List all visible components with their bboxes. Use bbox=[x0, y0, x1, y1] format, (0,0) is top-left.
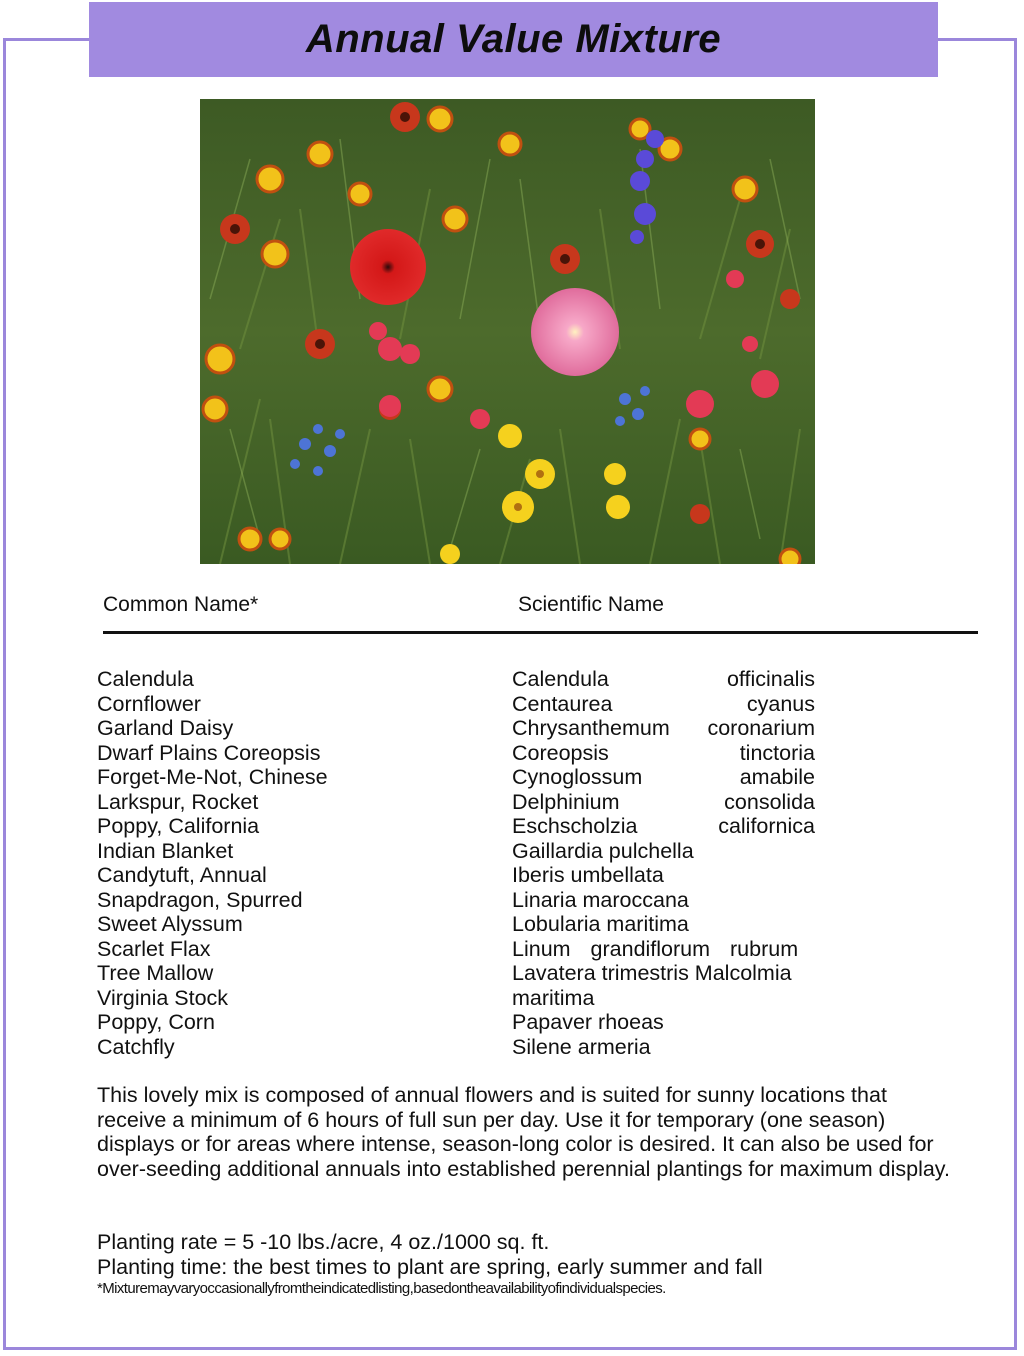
wildflower-photo bbox=[200, 99, 815, 564]
list-item: Cornflower bbox=[97, 691, 201, 716]
list-item: Forget-Me-Not, Chinese bbox=[97, 765, 328, 789]
list-item: Dwarf Plains Coreopsis bbox=[97, 740, 321, 765]
list-item: Larkspur, Rocket bbox=[97, 789, 259, 814]
species-text: coronarium bbox=[707, 716, 815, 740]
species-text: californica bbox=[718, 814, 815, 838]
list-item bbox=[512, 741, 815, 766]
list-item: Linum grandiflorum rubrum bbox=[512, 936, 799, 961]
genus-text: Cynoglossum bbox=[512, 765, 643, 789]
list-item: Silene armeria bbox=[512, 1034, 651, 1059]
list-item bbox=[512, 716, 815, 741]
genus-text: Calendula bbox=[512, 667, 609, 691]
list-item: Garland Daisy bbox=[97, 716, 234, 740]
common-name-list bbox=[97, 667, 497, 1059]
genus-text: Eschscholzia bbox=[512, 814, 638, 838]
list-item: Indian Blanket bbox=[97, 838, 234, 863]
list-item: Snapdragon, Spurred bbox=[97, 887, 303, 912]
scientific-name-list bbox=[512, 667, 815, 1059]
list-item bbox=[512, 765, 815, 790]
page-title: Annual Value Mixture bbox=[305, 17, 722, 61]
species-text: consolida bbox=[724, 789, 815, 814]
list-item: Gaillardia pulchella bbox=[512, 838, 694, 863]
planting-rate: Planting rate = 5 -10 lbs./acre, 4 oz./1000 sq. ft. bbox=[97, 1230, 550, 1254]
species-text: amabile bbox=[739, 765, 815, 789]
list-item: Virginia Stock bbox=[97, 985, 229, 1010]
species-text: tinctoria bbox=[739, 740, 815, 765]
mixture-description: This lovely mix is composed of annual flowers and is suited for sunny locations that receive a minimum of 6 hours of full sun per day. Use it for temporary (one season) displays or for areas where intense, season-long color is desired. It can also be used for over-seeding additional annuals into established perennial plantings for maximum display. bbox=[97, 1083, 950, 1181]
header-divider bbox=[103, 631, 978, 634]
genus-text: Centaurea bbox=[512, 691, 613, 716]
list-item: Lavatera trimestris Malcolmia bbox=[512, 961, 792, 985]
planting-time: Planting time: the best times to plant are spring, early summer and fall bbox=[97, 1255, 763, 1279]
list-item bbox=[512, 692, 815, 717]
species-text: cyanus bbox=[746, 691, 815, 716]
title-banner bbox=[89, 2, 938, 77]
species-text: officinalis bbox=[726, 667, 815, 691]
list-item: Scarlet Flax bbox=[97, 936, 211, 961]
list-item: Lobularia maritima bbox=[512, 912, 689, 936]
list-item: Catchfly bbox=[97, 1034, 175, 1059]
list-item: Poppy, California bbox=[97, 814, 260, 838]
column-header-common-name: Common Name* bbox=[103, 593, 259, 616]
genus-text: Chrysanthemum bbox=[512, 716, 670, 740]
list-item bbox=[512, 790, 815, 815]
list-item: maritima bbox=[512, 985, 595, 1010]
genus-text: Coreopsis bbox=[512, 740, 609, 765]
list-item: Sweet Alyssum bbox=[97, 912, 243, 936]
list-item: Calendula bbox=[97, 667, 194, 691]
list-item bbox=[512, 667, 815, 692]
list-item: Iberis umbellata bbox=[512, 863, 664, 887]
list-item: Candytuft, Annual bbox=[97, 863, 267, 887]
column-header-scientific-name: Scientific Name bbox=[518, 593, 664, 616]
list-item: Poppy, Corn bbox=[97, 1010, 215, 1034]
list-item: Linaria maroccana bbox=[512, 887, 689, 912]
list-item: Tree Mallow bbox=[97, 961, 214, 985]
footnote: *Mixturemayvaryoccasionallyfromtheindicatedlisting,basedontheavailabilityofindividualspecies. bbox=[97, 1280, 666, 1297]
list-item: Papaver rhoeas bbox=[512, 1010, 664, 1034]
list-item bbox=[512, 814, 815, 839]
genus-text: Delphinium bbox=[512, 789, 620, 814]
